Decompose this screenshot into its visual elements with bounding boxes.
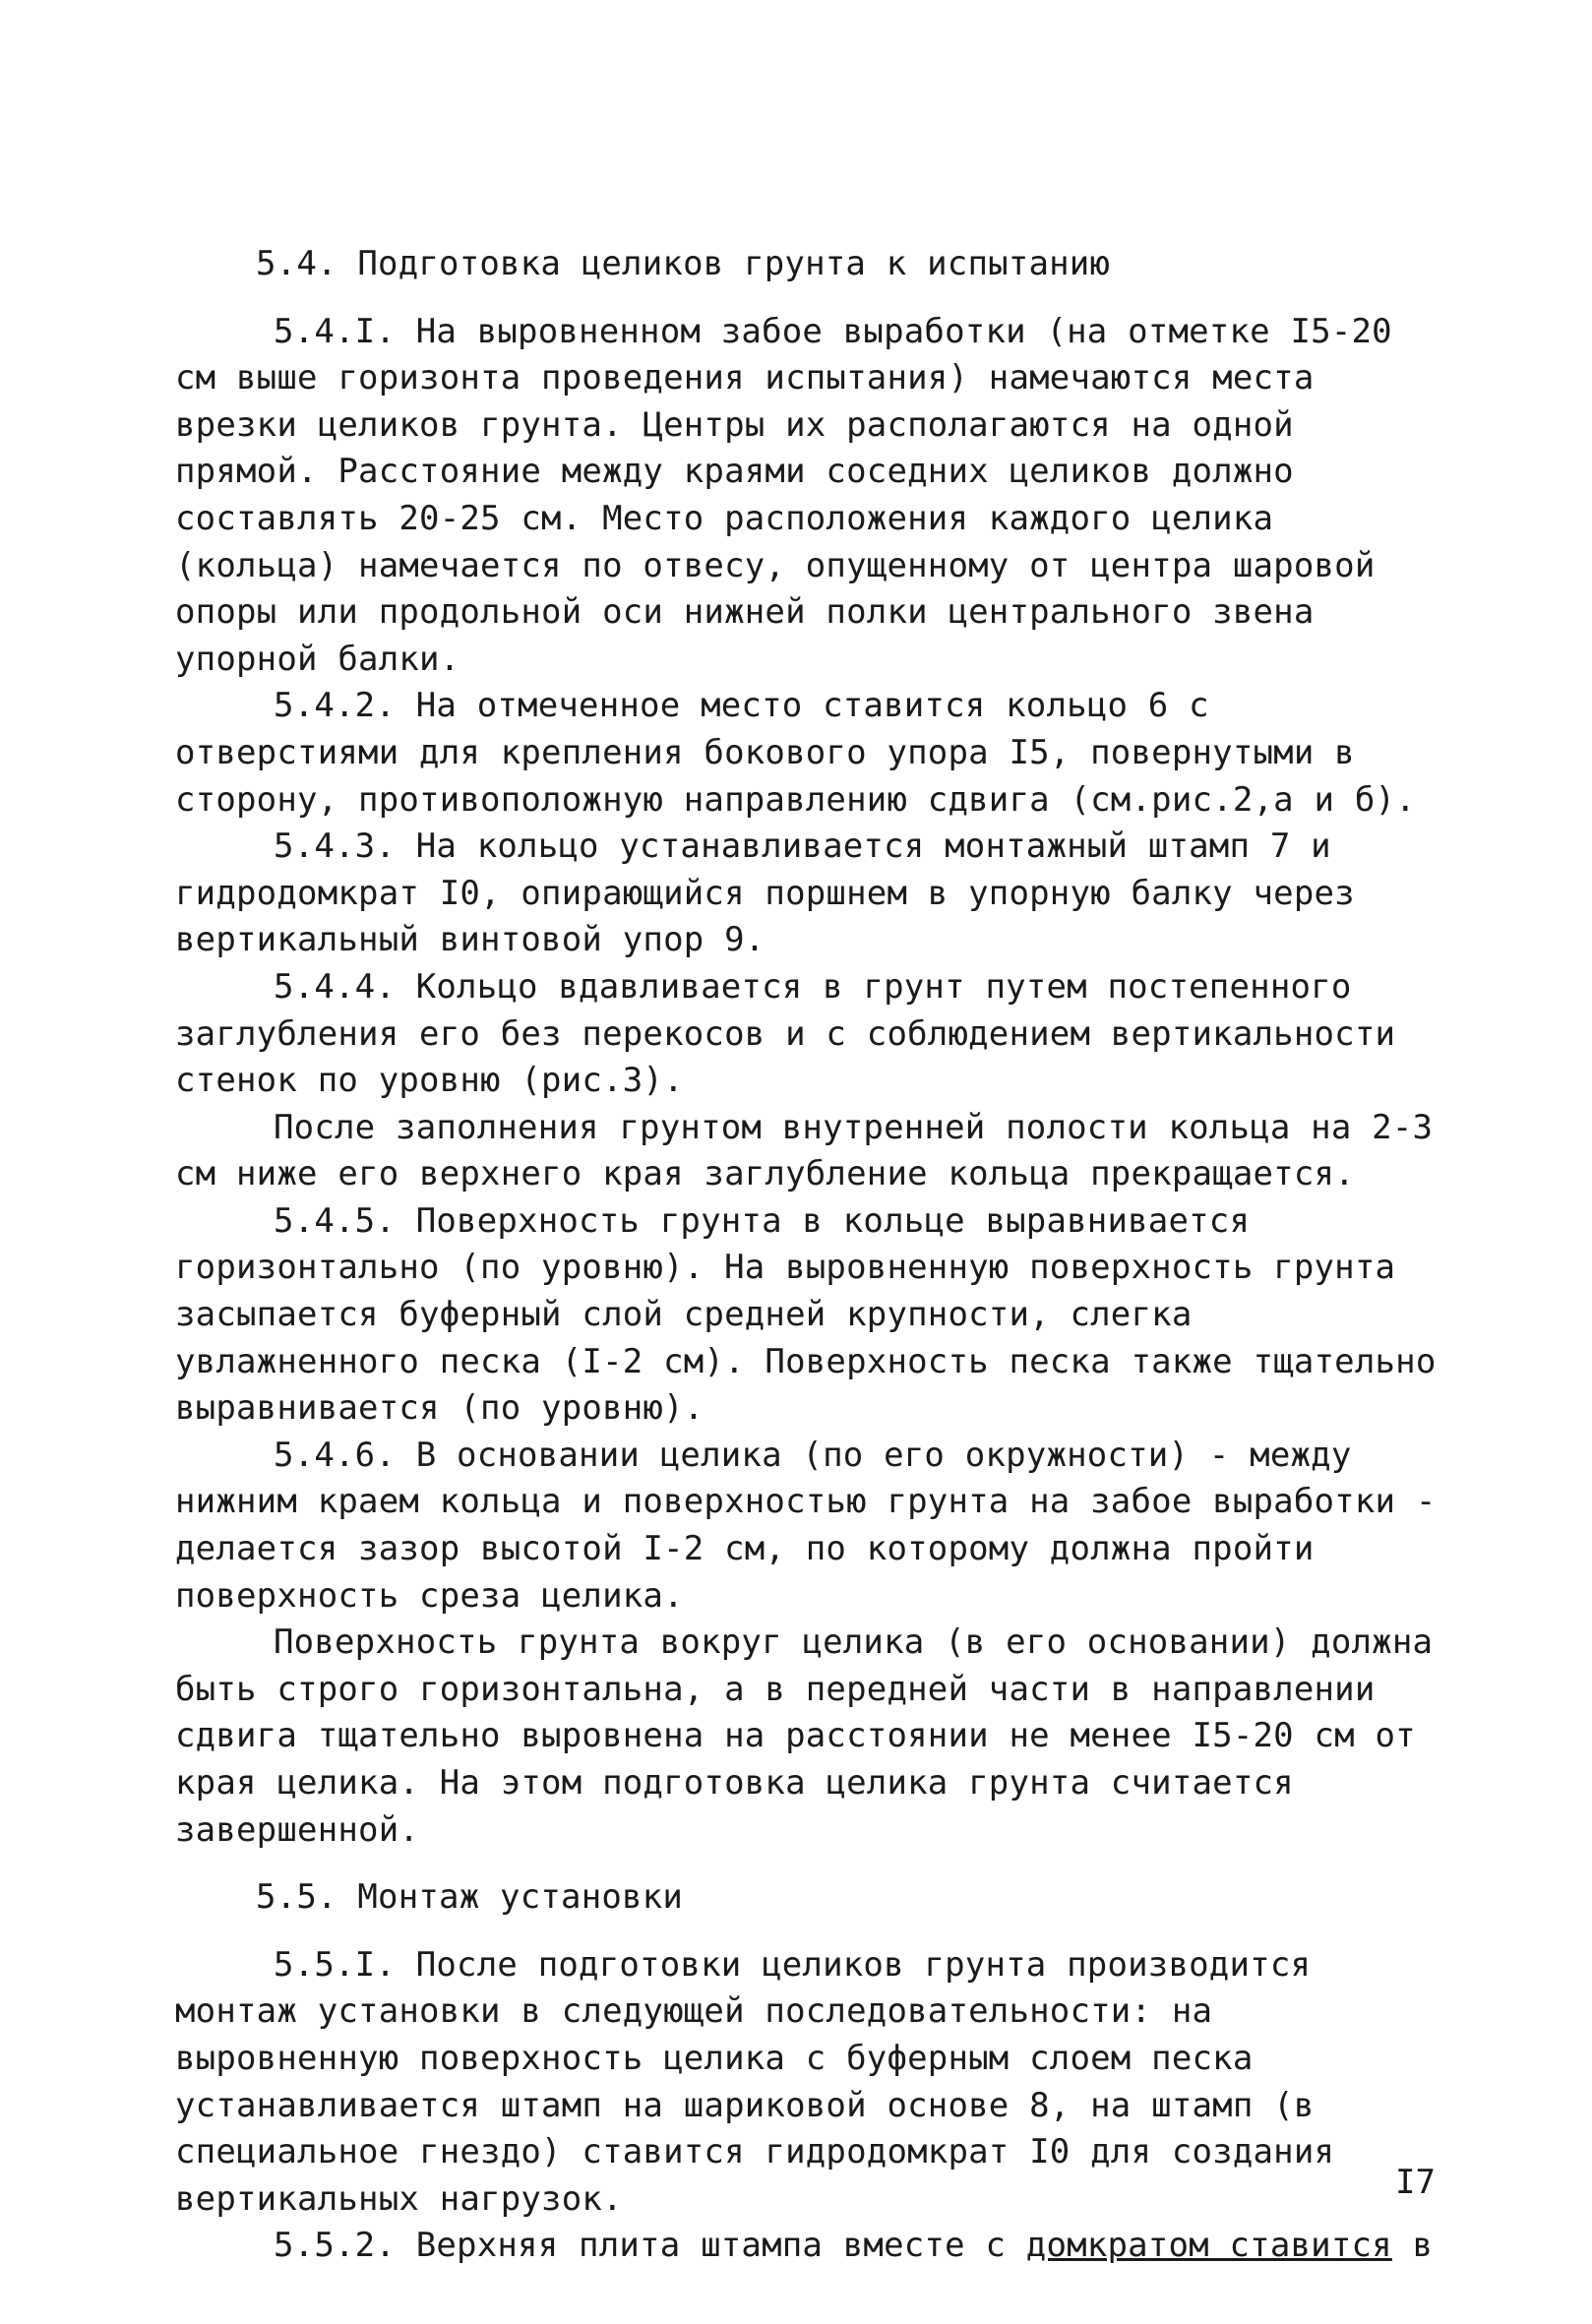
paragraph-5-4-1: 5.4.I. На выровненном забое выработки (на отметке I5-20 см выше горизонта проведения испытания) намечаются места врезки целиков грунта. Центры их располагаются на одной прямой. Расстояние между краями соседних целиков должно составлять 20-25 см. Место расположения каждого целика (кольца) намечается по отвесу, опущенному от центра шаровой опоры или продольной оси нижней полки центрального звена упорной балки. [175, 311, 1413, 679]
paragraph-5-4-2: 5.4.2. На отмеченное место ставится кольцо 6 с отверстиями для крепления бокового упора I5, повернутыми в сторону, противоположную направлению сдвига (см.рис.2,а и б). [175, 686, 1416, 820]
paragraph-5-4-4-continued: После заполнения грунтом внутренней полости кольца на 2-3 см ниже его верхнего края заглубление кольца прекращается. [175, 1107, 1453, 1194]
section-heading-5-4: 5.4. Подготовка целиков грунта к испытанию [256, 244, 1111, 283]
document-body [175, 241, 1457, 2270]
section-heading-5-5: 5.5. Монтаж установки [256, 1877, 684, 1918]
paragraph-5-5-2-start: 5.5.2. Верхняя плита штампа вместе с [274, 2226, 1026, 2266]
paragraph-5-5-2-underlined: домкратом ставится [1025, 2226, 1392, 2266]
paragraph-5-5-2-end: в [1391, 2226, 1434, 2266]
paragraph-5-4-6-continued: Поверхность грунта вокруг целика (в его основании) должна быть строго горизонтальна, а в передней части в направлении сдвига тщательно выровнена на расстоянии не менее I5-20 см от края целика. На этом подготовка целика грунта считается завершенной. [175, 1622, 1453, 1850]
paragraph-5-4-5: 5.4.5. Поверхность грунта в кольце выравнивается горизонтально (по уровню). На выровненную поверхность грунта засыпается буферный слой средней крупности, слегка увлажненного песка (I-2 см). Поверхность песка также тщательно выравнивается (по уровню). [175, 1200, 1457, 1429]
paragraph-5-4-3: 5.4.3. На кольцо устанавливается монтажный штамп 7 и гидродомкрат I0, опирающийся поршнем в упорную балку через вертикальный винтовой упор 9. [175, 826, 1376, 960]
page-number: I7 [1395, 2163, 1436, 2202]
paragraph-5-4-6: 5.4.6. В основании целика (по его окружности) - между нижним краем кольца и поверхностью грунта на забое выработки - делается зазор высотой I-2 см, по которому должна пройти поверхность среза целика. [175, 1435, 1457, 1616]
paragraph-5-5-2 [175, 2223, 1444, 2270]
paragraph-5-5-1: 5.5.I. После подготовки целиков грунта производится монтаж установки в следующей последовательности: на выровненную поверхность целика с буферным слоем песка устанавливается штамп на шариковой основе 8, на штамп (в специальное гнездо) ставится гидродомкрат I0 для создания вертикальных нагрузок. [175, 1944, 1355, 2219]
paragraph-5-4-4: 5.4.4. Кольцо вдавливается в грунт путем постепенного заглубления его без перекосов и с соблюдением вертикальности стенок по уровню (рис.3). [175, 966, 1416, 1101]
